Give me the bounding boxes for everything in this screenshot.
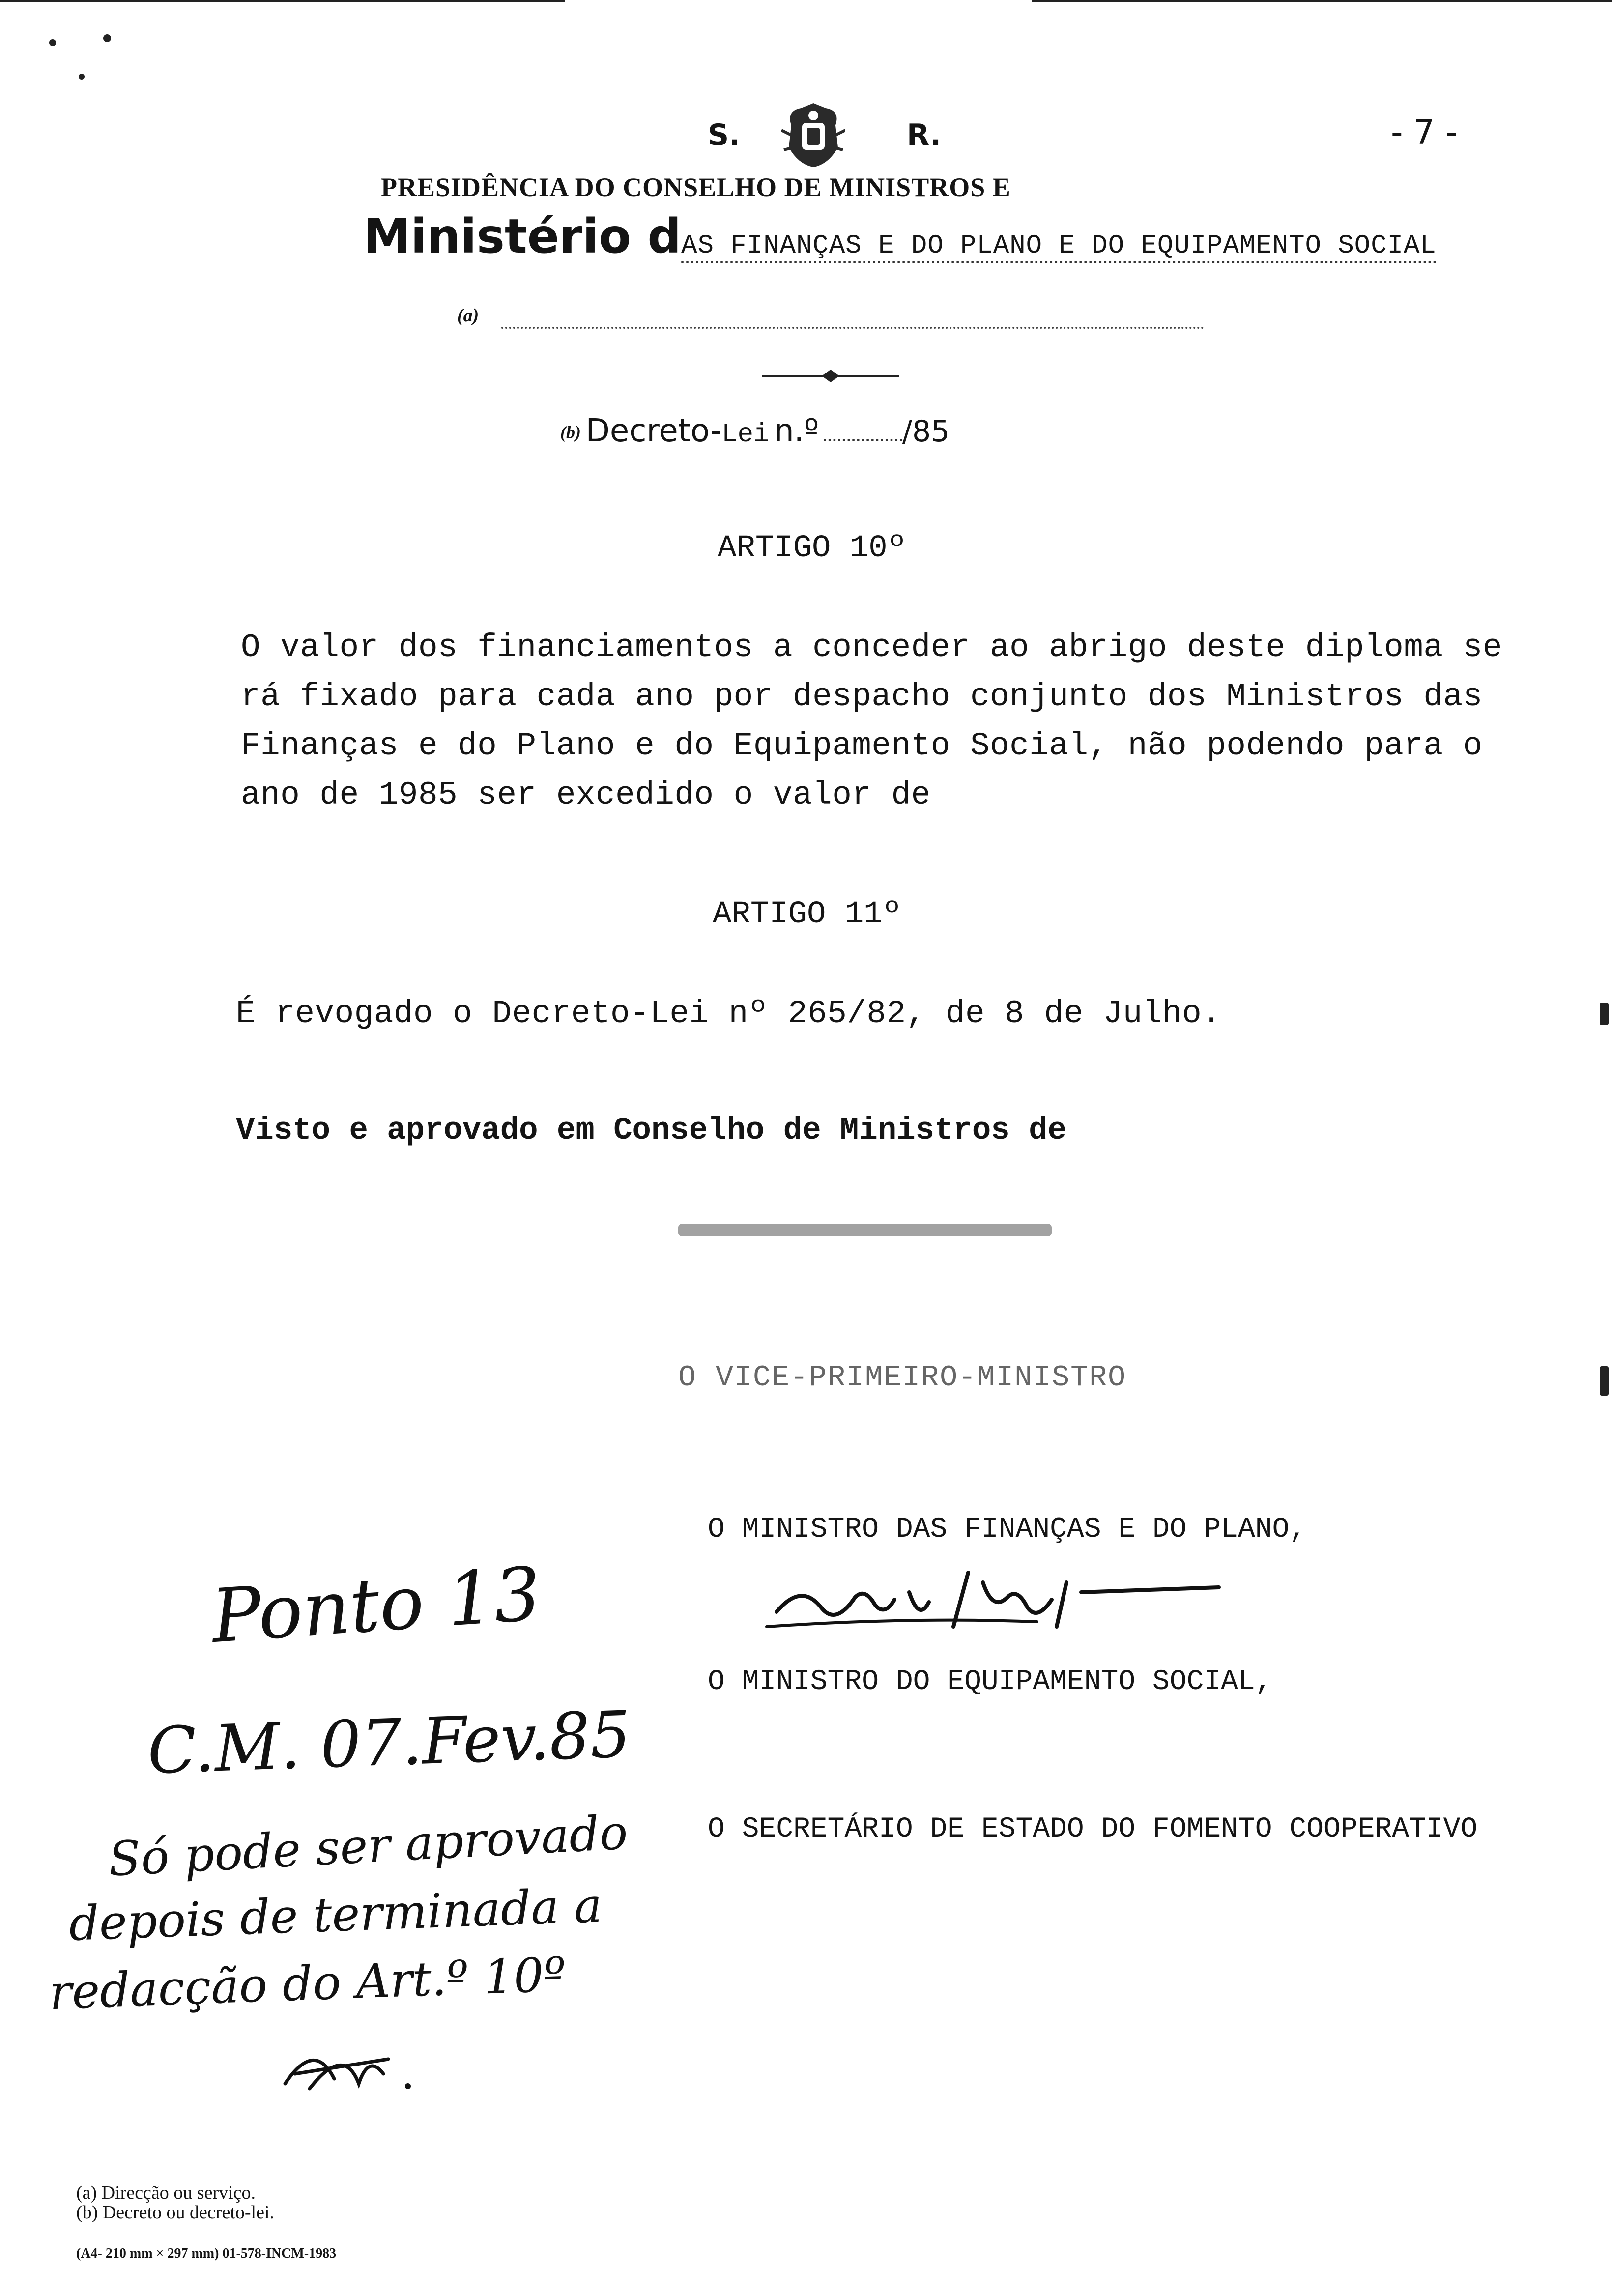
- decree-typed: Lei: [721, 420, 770, 450]
- decree-label: Decreto-: [585, 413, 722, 449]
- scan-speck: [1600, 1366, 1609, 1396]
- scan-speck: [103, 34, 111, 42]
- article-10-heading: ARTIGO 10º: [718, 531, 907, 566]
- handwritten-initials: [275, 2030, 423, 2103]
- form-code: (A4- 210 mm × 297 mm) 01-578-INCM-1983: [76, 2246, 337, 2261]
- article-11-heading: ARTIGO 11º: [713, 897, 902, 932]
- article-10-line: rá fixado para cada ano por despacho conjunto dos Ministros das: [241, 678, 1483, 715]
- redacted-stamp-band: [678, 1224, 1052, 1236]
- signatory-equipment-minister: O MINISTRO DO EQUIPAMENTO SOCIAL,: [708, 1666, 1272, 1698]
- footnote-a: (a) Direcção ou serviço.: [76, 2182, 256, 2203]
- field-a-label: (a): [457, 305, 479, 326]
- scan-speck: [79, 74, 85, 80]
- scan-speck: [1600, 1003, 1609, 1025]
- article-10-line: ano de 1985 ser excedido o valor de: [241, 776, 931, 813]
- signatory-secretary-of-state: O SECRETÁRIO DE ESTADO DO FOMENTO COOPERATIVO: [708, 1813, 1478, 1845]
- decree-line: [560, 413, 950, 450]
- handwritten-note-line: redacção do Art.º 10º: [48, 1947, 567, 2020]
- ornament-divider: [757, 364, 904, 388]
- footnote-b: (b) Decreto ou decreto-lei.: [76, 2202, 275, 2223]
- letterhead-right-mark: R.: [907, 118, 942, 152]
- article-10-line: O valor dos financiamentos a conceder ao abrigo deste diploma se: [241, 629, 1502, 666]
- scan-edge-line: [0, 0, 565, 2]
- article-11-text: É revogado o Decreto-Lei nº 265/82, de 8 de Julho.: [236, 995, 1222, 1032]
- scan-speck: [49, 39, 56, 46]
- article-10-line: Finanças e do Plano e do Equipamento Social, não podendo para o: [241, 727, 1483, 764]
- scan-edge-line: [1032, 0, 1612, 2]
- presidency-heading: PRESIDÊNCIA DO CONSELHO DE MINISTROS E: [381, 172, 1011, 202]
- coat-of-arms-emblem: [781, 101, 845, 170]
- letterhead-left-mark: S.: [708, 118, 741, 152]
- vice-pm-faded-title: O VICE-PRIMEIRO-MINISTRO: [678, 1361, 1127, 1395]
- page-number: - 7 -: [1391, 113, 1458, 152]
- handwritten-note-line: Só pode ser aprovado: [107, 1805, 629, 1887]
- handwritten-meeting-date: C.M. 07.Fev.85: [146, 1696, 632, 1789]
- ministry-typed: AS FINANÇAS E DO PLANO E DO EQUIPAMENTO SOCIAL: [681, 231, 1437, 263]
- decree-year: /85: [902, 414, 950, 449]
- signatory-finance-minister: O MINISTRO DAS FINANÇAS E DO PLANO,: [708, 1514, 1307, 1546]
- field-a-dotted-line: [501, 327, 1204, 329]
- handwritten-note-line: depois de terminada a: [68, 1878, 603, 1952]
- signature-finance-minister: [762, 1553, 1253, 1646]
- handwritten-point-number: Ponto 13: [208, 1551, 544, 1660]
- approval-text: Visto e aprovado em Conselho de Ministros de: [236, 1113, 1066, 1148]
- decree-ref-label: (b): [560, 422, 581, 442]
- ministry-printed: Ministério d: [364, 209, 682, 264]
- ministry-line: [364, 209, 1437, 264]
- decree-suffix: n.º: [774, 413, 819, 449]
- decree-number-field: [824, 434, 902, 441]
